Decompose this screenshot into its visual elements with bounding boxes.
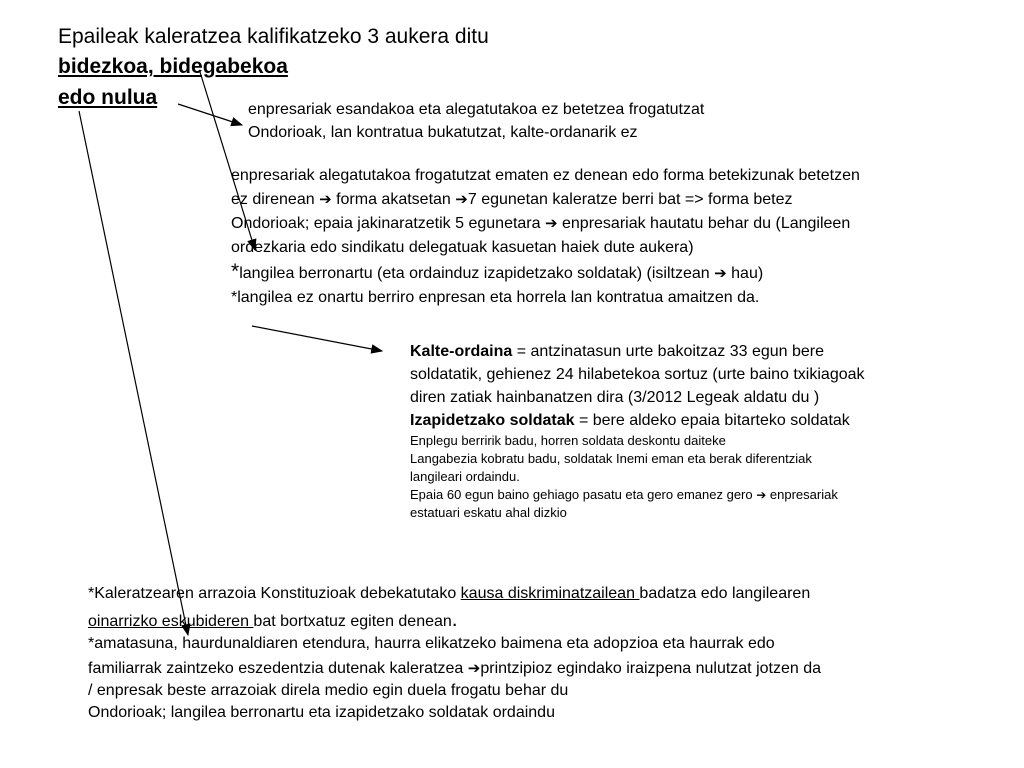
nulua-line-6: Ondorioak; langilea berronartu eta izapidetzako soldatak ordaindu bbox=[88, 704, 555, 721]
text-enpresariak-hautatu: enpresariak hautatu behar du (Langileen bbox=[557, 215, 851, 232]
kalte-definition: = antzinatasun urte bakoitzaz 33 egun bere bbox=[512, 343, 825, 360]
bidegabekoa-line-5 bbox=[231, 260, 860, 286]
arrow-nulua bbox=[79, 111, 188, 635]
kalte-small-5: estatuari eskatu ahal dizkio bbox=[410, 505, 567, 520]
nulua-line-5: / enpresak beste arrazoiak direla medio egin duela frogatu behar du bbox=[88, 682, 569, 699]
arrow-right-icon: ➔ bbox=[467, 660, 481, 677]
kalte-small-1: Enplegu berririk badu, horren soldata deskontu daiteke bbox=[410, 433, 726, 448]
text-printzipioz: printzipioz egindako iraizpena nulutzat jotzen da bbox=[480, 660, 822, 677]
kalte-line-1 bbox=[410, 340, 865, 363]
nulua-line-1 bbox=[88, 583, 821, 605]
bidegabekoa-line-2 bbox=[231, 188, 860, 212]
arrow-right-icon: ➔ bbox=[714, 265, 727, 282]
text-hau: hau) bbox=[726, 265, 764, 282]
period: . bbox=[451, 608, 458, 631]
kalte-small-2: Langabezia kobratu badu, soldatak Inemi eman eta berak diferentziak bbox=[410, 451, 812, 466]
kalte-line-2: soldatatik, gehienez 24 hilabetekoa sortuz (urte baino txikiagoak bbox=[410, 366, 865, 383]
text-epaia-60-egun: Epaia 60 egun baino gehiago pasatu eta gero emanez gero bbox=[410, 487, 757, 502]
nulua-block bbox=[88, 583, 821, 724]
text-badatza: badatza edo langilearen bbox=[639, 585, 811, 602]
text-forma-akatsetan: forma akatsetan bbox=[331, 191, 456, 208]
arrow-right-icon: ➔ bbox=[544, 215, 558, 232]
arrow-right-icon: ➔ bbox=[455, 191, 468, 208]
bidegabekoa-block bbox=[231, 164, 860, 310]
text-oinarrizko-eskubideren: oinarrizko eskubideren bbox=[88, 613, 254, 630]
kalte-line-4 bbox=[410, 409, 865, 432]
text-kaleratzearen-arrazoia: *Kaleratzearen arrazoia Konstituzioak debekatutako bbox=[88, 585, 461, 602]
text-bat-bortxatuz: bat bortxatuz egiten denean bbox=[253, 613, 452, 630]
text-kausa-diskriminatzailean: kausa diskriminatzailean bbox=[460, 585, 640, 602]
bidegabekoa-line-1: enpresariak alegatutakoa frogatutzat ematen ez denean edo forma betekizunak betetzen bbox=[231, 167, 860, 184]
nulua-line-3: *amatasuna, haurdunaldiaren etendura, haurra elikatzeko baimena eta adopzioa eta haurrak edo bbox=[88, 635, 775, 652]
asterisk: * bbox=[231, 260, 240, 283]
kalte-ordaina-block bbox=[410, 340, 865, 522]
text-ondorioak: Ondorioak; epaia jakinaratzetik 5 egunetara bbox=[231, 215, 545, 232]
arrow-right-icon: ➔ bbox=[756, 488, 767, 502]
kalte-small-3: langileari ordaindu. bbox=[410, 469, 520, 484]
heading-line-2: bidezkoa, bidegabekoa bbox=[58, 55, 288, 78]
bidezkoa-block bbox=[248, 98, 704, 144]
nulua-line-2 bbox=[88, 609, 821, 633]
text-langilea-berronartu: langilea berronartu (eta ordainduz izapidetzako soldatak) (isiltzean bbox=[239, 265, 715, 282]
kalte-line-3: diren zatiak hainbanatzen dira (3/2012 Legeak aldatu du ) bbox=[410, 389, 820, 406]
heading-line-1: Epaileak kaleratzea kalifikatzeko 3 aukera ditu bbox=[58, 25, 489, 48]
term-izapidetzako-soldatak: Izapidetzako soldatak bbox=[410, 412, 575, 429]
izapidetzako-definition: = bere aldeko epaia bitarteko soldatak bbox=[574, 412, 850, 429]
text-ez-direnean: ez direnean bbox=[231, 191, 320, 208]
bidezkoa-line-2: Ondorioak, lan kontratua bukatutzat, kalte-ordanarik ez bbox=[248, 124, 638, 141]
bidezkoa-line-1: enpresariak esandakoa eta alegatutakoa ez betetzea frogatutzat bbox=[248, 101, 705, 118]
bidegabekoa-line-3 bbox=[231, 212, 860, 236]
arrow-kalte-ordaina bbox=[252, 326, 382, 351]
bidegabekoa-line-4: ordezkaria edo sindikatu delegatuak kasuetan haiek dute aukera) bbox=[231, 239, 694, 256]
bidegabekoa-line-6: *langilea ez onartu berriro enpresan eta horrela lan kontratua amaitzen da. bbox=[231, 289, 760, 306]
text-enpresariak: enpresariak bbox=[766, 487, 838, 502]
nulua-line-4 bbox=[88, 658, 821, 680]
arrow-right-icon: ➔ bbox=[319, 191, 332, 208]
heading-line-3: edo nulua bbox=[58, 86, 158, 109]
text-familiarrak: familiarrak zaintzeko eszedentzia dutenak kaleratzea bbox=[88, 660, 468, 677]
text-7-egunetan: 7 egunetan kaleratze berri bat => forma betez bbox=[467, 191, 793, 208]
term-kalte-ordaina: Kalte-ordaina bbox=[410, 343, 513, 360]
kalte-small-4 bbox=[410, 486, 865, 504]
